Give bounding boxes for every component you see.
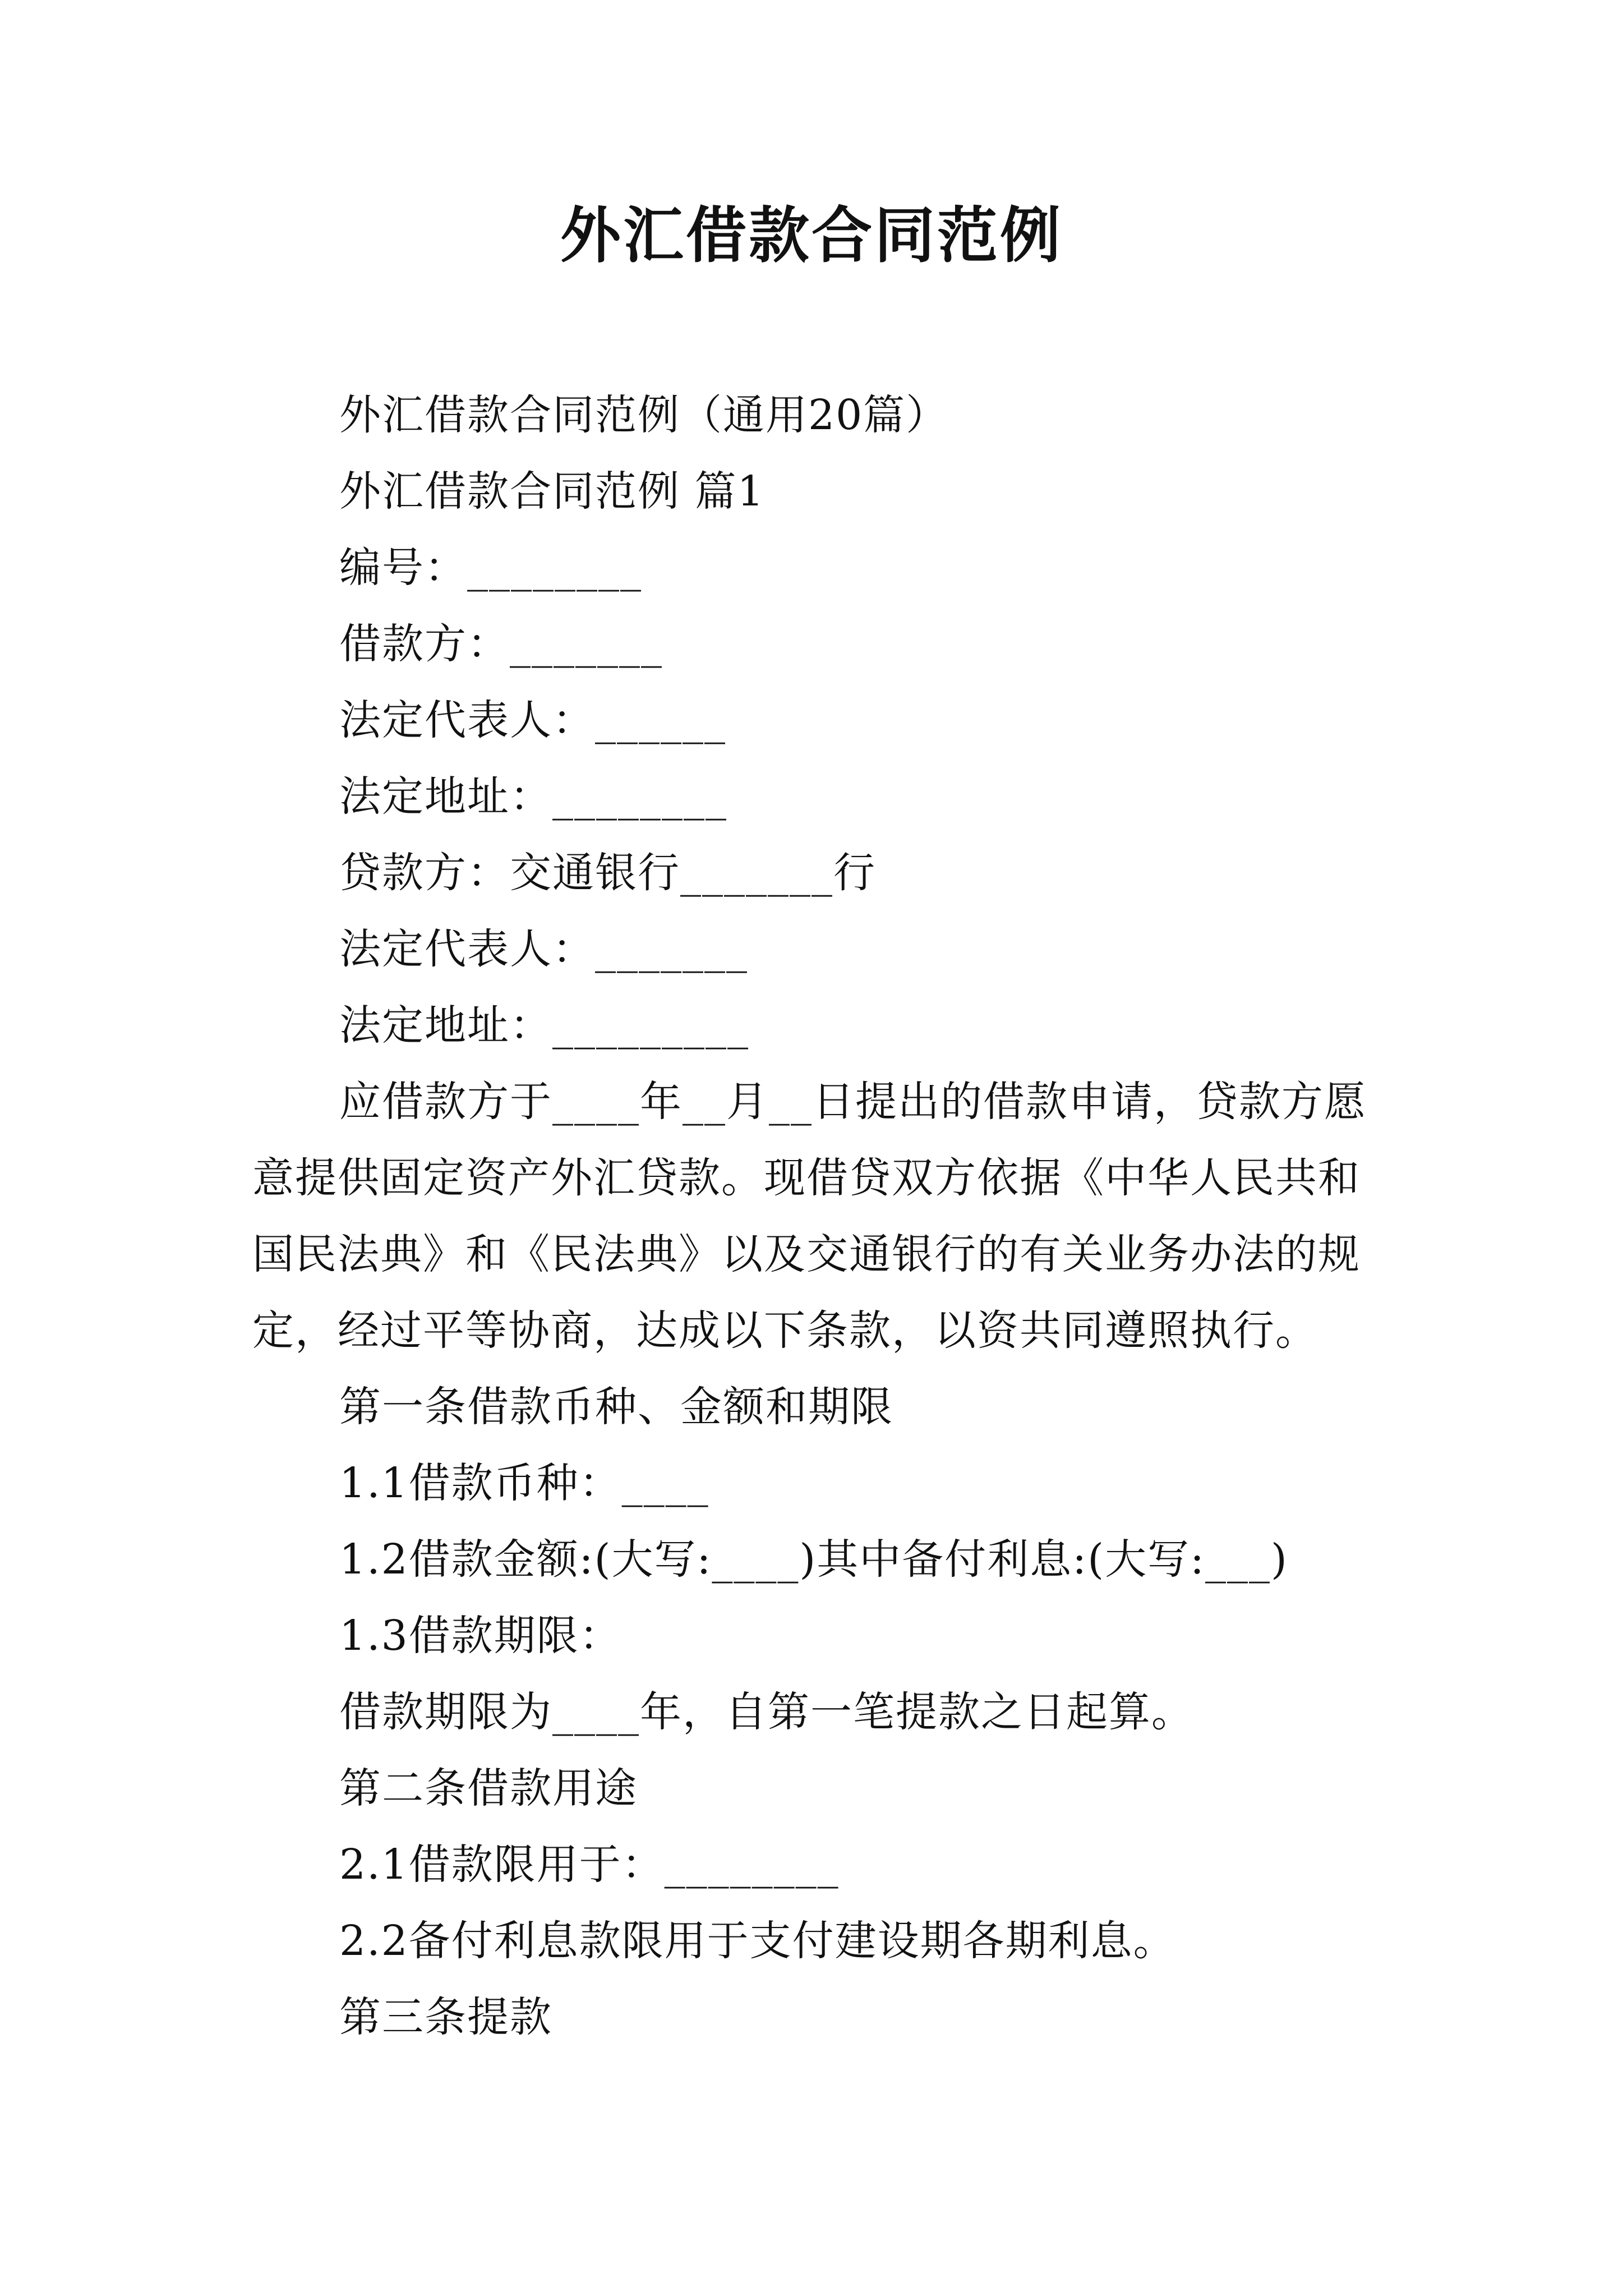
clause-1-2: 1.2借款金额:(大写:____)其中备付利息:(大写:___): [339, 1535, 1288, 1584]
clause-1-heading: 第一条借款币种、金额和期限: [339, 1383, 893, 1431]
clause-2-heading: 第二条借款用途: [339, 1764, 638, 1812]
field-lender-legal-rep: 法定代表人：_______: [339, 925, 748, 973]
field-lender: 贷款方：交通银行_______行: [339, 849, 876, 897]
clause-2-1: 2.1借款限用于：________: [339, 1841, 840, 1889]
clause-2-2: 2.2备付利息款限用于支付建设期各期利息。: [339, 1917, 1176, 1965]
subtitle-line: 外汇借款合同范例（通用20篇）: [339, 391, 949, 439]
clause-1-3: 1.3借款期限：: [339, 1612, 622, 1660]
field-borrower-address: 法定地址：________: [339, 772, 727, 821]
field-borrower: 借款方：_______: [339, 620, 663, 668]
field-borrower-legal-rep: 法定代表人：______: [339, 696, 726, 744]
field-number: 编号：________: [339, 544, 642, 592]
field-lender-address: 法定地址：_________: [339, 1001, 749, 1050]
intro-paragraph: 应借款方于____年__月__日提出的借款申请，贷款方愿意提供固定资产外汇贷款。现借贷双方依据《中华人民共和国民法典》和《民法典》以及交通银行的有关业务办法的规定，经过平等协商，达成以下条款，以资共同遵照执行。: [252, 1078, 1367, 1355]
document-body: [252, 377, 1380, 2055]
document-title: 外汇借款合同范例: [560, 200, 1063, 271]
clause-1-3-detail: 借款期限为____年，自第一笔提款之日起算。: [339, 1688, 1194, 1736]
clause-1-1: 1.1借款币种：____: [339, 1459, 709, 1507]
section-heading: 外汇借款合同范例 篇1: [339, 467, 765, 516]
clause-3-heading: 第三条提款: [339, 1993, 552, 2041]
